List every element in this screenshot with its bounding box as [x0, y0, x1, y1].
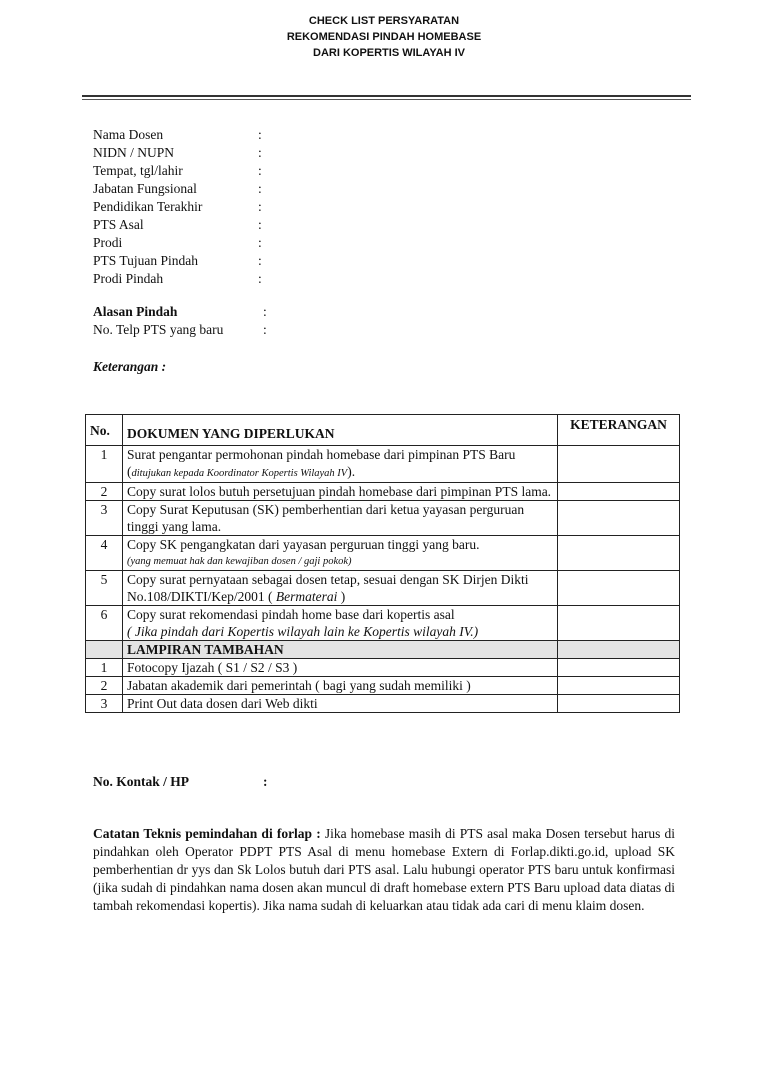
field-label: Prodi [93, 235, 123, 250]
note-body: Jika homebase masih di PTS asal maka Dosen tersebut harus di pindahkan oleh Operator PDPT PTS Asal di menu homebase Extern di Forlap.dikti.go.id, upload SK pemberhentian dr yys dan Sk Lolos butuh dari PTS asal. Lalu hubungi operator PTS baru untuk konfirmasi (jika sudah di pindahkan nama dosen akan muncul di draft homebase extern PTS Baru upload data diatas di tambah rekomendasi kopertis). Jika nama sudah di keluarkan atau tidak ada cari di menu klaim dosen. [93, 826, 675, 913]
col-doc-header: DOKUMEN YANG DIPERLUKAN [123, 415, 558, 446]
field-label: PTS Tujuan Pindah [93, 253, 199, 268]
field-colon: : [258, 127, 262, 142]
field-colon: : [258, 163, 262, 178]
move-fields [93, 303, 267, 339]
col-no-header: No. [86, 415, 123, 446]
field-label: Jabatan Fungsional [93, 181, 197, 196]
header-divider-thin [82, 99, 691, 100]
lampiran-header-row [86, 641, 680, 659]
row-text: Surat pengantar permohonan pindah homebase dari pimpinan PTS Baru ( [127, 447, 516, 479]
table-row [86, 659, 680, 677]
field-row [93, 162, 262, 180]
table-row [86, 536, 680, 571]
field-colon: : [263, 322, 267, 337]
lampiran-title: LAMPIRAN TAMBAHAN [123, 641, 558, 659]
row-keterangan [558, 446, 680, 483]
table-header-row [86, 415, 680, 446]
field-row [93, 252, 262, 270]
header-subtitle: REKOMENDASI PINDAH HOMEBASE [286, 31, 482, 43]
field-row [93, 198, 262, 216]
row-keterangan [558, 677, 680, 695]
field-label-alasan: Alasan Pindah [93, 304, 178, 319]
field-label-telp: No. Telp PTS yang baru [93, 322, 224, 337]
field-label: Pendidikan Terakhir [93, 199, 203, 214]
technical-note [93, 825, 675, 915]
row-document [123, 501, 558, 536]
field-row [93, 270, 262, 288]
table-row [86, 606, 680, 641]
row-number: 2 [86, 483, 123, 501]
row-document: Fotocopy Ijazah ( S1 / S2 / S3 ) [123, 659, 558, 677]
row-tail: ) [337, 589, 346, 604]
table-row [86, 571, 680, 606]
contact-field [93, 772, 268, 792]
row-document [123, 606, 558, 641]
table-row [86, 483, 680, 501]
row-number: 6 [86, 606, 123, 641]
note-title: Catatan Teknis pemindahan di forlap : [93, 826, 321, 841]
row-number: 1 [86, 659, 123, 677]
row-keterangan [558, 659, 680, 677]
document-checklist-table [85, 414, 680, 713]
row-keterangan [558, 483, 680, 501]
row-number: 3 [86, 501, 123, 536]
row-document [123, 446, 558, 483]
keterangan-label: Keterangan : [93, 359, 167, 374]
row-keterangan [558, 501, 680, 536]
field-row [93, 303, 267, 321]
row-number: 1 [86, 446, 123, 483]
document-header [0, 13, 768, 61]
contact-colon: : [263, 774, 268, 789]
field-colon: : [258, 199, 262, 214]
row-text: Copy SK pengangkatan dari yayasan perguruan tinggi yang baru. [127, 537, 480, 552]
row-text: Copy surat pernyataan sebagai dosen tetap, sesuai dengan SK Dirjen Dikti No.108/DIKTI/Kep/2001 ( [127, 572, 529, 604]
header-subtitle-2: DARI KOPERTIS WILAYAH IV [313, 47, 465, 59]
row-keterangan [558, 536, 680, 571]
field-colon: : [258, 217, 262, 232]
field-label: Nama Dosen [93, 127, 164, 142]
field-label: Tempat, tgl/lahir [93, 163, 183, 178]
row-note: Bermaterai [275, 589, 338, 604]
field-colon: : [258, 271, 262, 286]
row-note: ( Jika pindah dari Kopertis wilayah lain ke Kopertis wilayah IV.) [127, 624, 479, 639]
row-document [123, 483, 558, 501]
table-row [86, 501, 680, 536]
row-keterangan [558, 695, 680, 713]
lampiran-blank-ket [558, 641, 680, 659]
row-note: (yang memuat hak dan kewajiban dosen / gaji pokok) [127, 556, 352, 567]
row-keterangan [558, 606, 680, 641]
row-note: ditujukan kepada Koordinator Kopertis Wilayah IV [131, 468, 348, 479]
field-row [93, 126, 262, 144]
table-row [86, 446, 680, 483]
row-number: 2 [86, 677, 123, 695]
header-divider [82, 95, 691, 97]
row-document: Jabatan akademik dari pemerintah ( bagi yang sudah memiliki ) [123, 677, 558, 695]
field-row [93, 144, 262, 162]
contact-label: No. Kontak / HP [93, 774, 190, 789]
field-label: NIDN / NUPN [93, 145, 174, 160]
row-keterangan [558, 571, 680, 606]
row-text: Copy Surat Keputusan (SK) pemberhentian dari ketua yayasan perguruan tinggi yang lama. [127, 502, 525, 534]
field-colon: : [258, 253, 262, 268]
field-row [93, 180, 262, 198]
row-document: Print Out data dosen dari Web dikti [123, 695, 558, 713]
header-title: CHECK LIST PERSYARATAN [308, 15, 460, 27]
row-number: 4 [86, 536, 123, 571]
field-label: PTS Asal [93, 217, 144, 232]
row-document [123, 571, 558, 606]
field-colon: : [258, 181, 262, 196]
row-text: Copy surat lolos butuh persetujuan pindah homebase dari pimpinan PTS lama. [127, 484, 552, 499]
row-tail: ). [347, 464, 356, 479]
field-row [93, 234, 262, 252]
field-colon: : [258, 145, 262, 160]
table-row [86, 677, 680, 695]
row-number: 3 [86, 695, 123, 713]
row-number: 5 [86, 571, 123, 606]
field-row [93, 321, 267, 339]
field-label: Prodi Pindah [93, 271, 164, 286]
col-ket-header: KETERANGAN [558, 415, 680, 446]
identity-fields [93, 126, 262, 288]
lampiran-blank [86, 641, 123, 659]
row-text: Copy surat rekomendasi pindah home base dari kopertis asal [127, 607, 455, 622]
row-document [123, 536, 558, 571]
field-colon: : [258, 235, 262, 250]
table-row [86, 695, 680, 713]
field-colon: : [263, 304, 267, 319]
field-row [93, 216, 262, 234]
